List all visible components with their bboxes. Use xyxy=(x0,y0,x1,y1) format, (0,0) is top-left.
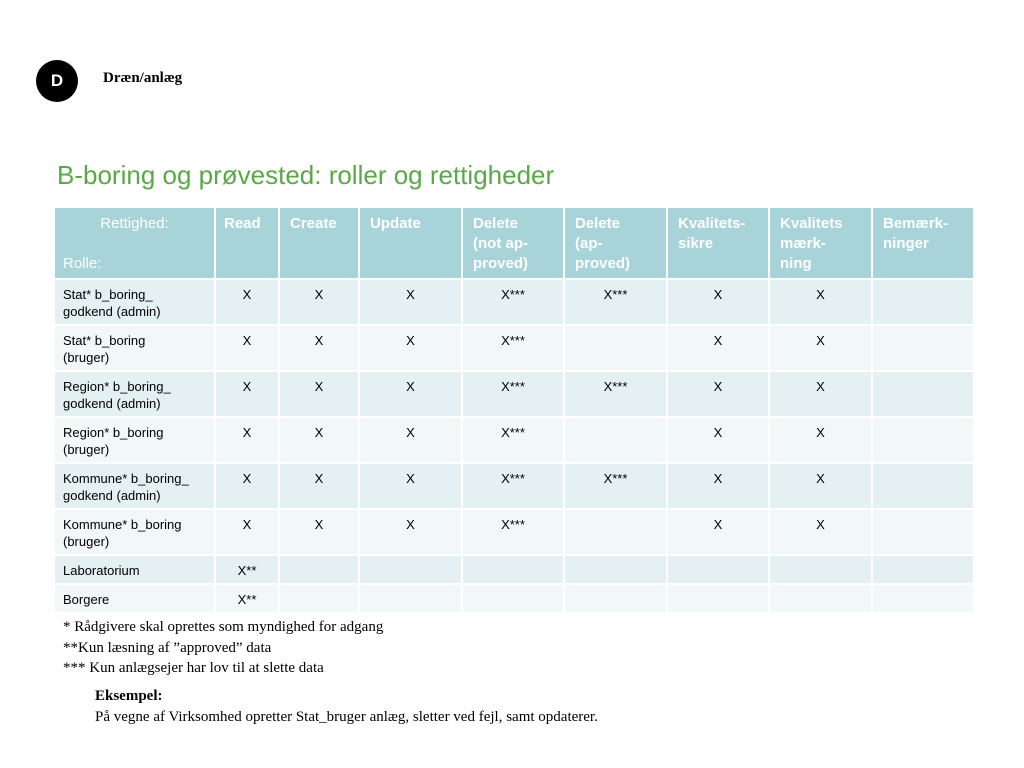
role-cell: Region* b_boring (bruger) xyxy=(54,417,215,463)
header-kvalitetssikre xyxy=(667,207,769,279)
permission-cell xyxy=(359,555,462,584)
permission-cell: X xyxy=(769,509,872,555)
permission-cell xyxy=(564,325,667,371)
permission-cell: X*** xyxy=(462,463,564,509)
example-label: Eksempel: xyxy=(95,688,163,704)
footnote: * Rådgivere skal oprettes som myndighed for adgang xyxy=(63,619,384,635)
rights-table xyxy=(53,206,975,614)
table-row xyxy=(54,584,974,613)
permission-cell: X xyxy=(667,463,769,509)
example-block xyxy=(95,686,598,727)
header-rettighed: Rettighed: xyxy=(100,215,169,232)
permission-cell: X xyxy=(769,279,872,325)
permission-cell xyxy=(462,584,564,613)
table-row xyxy=(54,325,974,371)
footnote: *** Kun anlægsejer har lov til at slette data xyxy=(63,660,324,676)
header-delete-approved xyxy=(564,207,667,279)
permission-cell xyxy=(462,555,564,584)
permission-cell: X xyxy=(279,417,359,463)
permission-cell xyxy=(769,584,872,613)
table-row xyxy=(54,509,974,555)
permission-cell: X xyxy=(279,279,359,325)
role-cell: Region* b_boring_ godkend (admin) xyxy=(54,371,215,417)
role-cell: Kommune* b_boring_ godkend (admin) xyxy=(54,463,215,509)
permission-cell: X xyxy=(215,463,279,509)
table-row xyxy=(54,555,974,584)
permission-cell: X xyxy=(215,509,279,555)
header-delete-not-approved xyxy=(462,207,564,279)
permission-cell xyxy=(872,463,974,509)
column-header: Read xyxy=(224,215,261,232)
permission-cell: X xyxy=(359,509,462,555)
permission-cell xyxy=(872,279,974,325)
permission-cell: X*** xyxy=(564,371,667,417)
permission-cell xyxy=(872,417,974,463)
header-read xyxy=(215,207,279,279)
column-header: Delete (ap- proved) xyxy=(575,215,631,272)
header-kvalitetsmaerkning xyxy=(769,207,872,279)
footnotes xyxy=(63,617,383,679)
permission-cell: X xyxy=(769,417,872,463)
example-text: På vegne af Virksomhed opretter Stat_bruger anlæg, sletter ved fejl, samt opdaterer. xyxy=(95,708,598,725)
footnote: **Kun læsning af ”approved” data xyxy=(63,639,272,656)
permission-cell: X xyxy=(359,371,462,417)
permission-cell: X xyxy=(215,279,279,325)
permission-cell xyxy=(667,584,769,613)
permission-cell: X*** xyxy=(564,279,667,325)
table-row xyxy=(54,279,974,325)
permission-cell: X xyxy=(279,509,359,555)
permission-cell: X xyxy=(359,417,462,463)
permission-cell xyxy=(667,555,769,584)
permission-cell xyxy=(872,371,974,417)
column-header: Bemærk- ninger xyxy=(883,215,949,252)
page-title: B-boring og prøvested: roller og rettigheder xyxy=(57,160,555,190)
column-header: Kvalitets- sikre xyxy=(678,215,746,252)
column-header: Delete (not ap- proved) xyxy=(473,215,529,272)
permission-cell: X** xyxy=(215,555,279,584)
permission-cell xyxy=(872,584,974,613)
permission-cell xyxy=(359,584,462,613)
permission-cell xyxy=(564,417,667,463)
column-header: Update xyxy=(370,215,421,232)
permission-cell: X xyxy=(769,325,872,371)
permission-cell: X*** xyxy=(462,325,564,371)
permission-cell xyxy=(279,555,359,584)
permission-cell: X xyxy=(667,371,769,417)
table-row xyxy=(54,417,974,463)
role-cell: Stat* b_boring (bruger) xyxy=(54,325,215,371)
permission-cell: X xyxy=(667,279,769,325)
table-header-row xyxy=(54,207,974,279)
permission-cell: X xyxy=(279,371,359,417)
role-cell: Stat* b_boring_ godkend (admin) xyxy=(54,279,215,325)
permission-cell: X xyxy=(215,417,279,463)
permission-cell: X xyxy=(215,325,279,371)
permission-cell xyxy=(564,584,667,613)
permission-cell: X xyxy=(279,463,359,509)
header-rolle: Rolle: xyxy=(63,255,102,272)
permission-cell xyxy=(564,509,667,555)
permission-cell: X xyxy=(667,509,769,555)
permission-cell: X xyxy=(359,279,462,325)
table-row xyxy=(54,371,974,417)
permission-cell: X xyxy=(667,417,769,463)
section-badge xyxy=(36,60,78,102)
role-cell: Laboratorium xyxy=(54,555,215,584)
permission-cell: X*** xyxy=(462,509,564,555)
role-cell: Borgere xyxy=(54,584,215,613)
permission-cell: X*** xyxy=(462,371,564,417)
permission-cell xyxy=(564,555,667,584)
header-rettighed-rolle xyxy=(54,207,215,279)
permission-cell xyxy=(279,584,359,613)
column-header: Create xyxy=(290,215,337,232)
header-update xyxy=(359,207,462,279)
permission-cell: X xyxy=(769,371,872,417)
section-badge-letter: D xyxy=(50,71,64,90)
permission-cell: X xyxy=(667,325,769,371)
permission-cell: X xyxy=(359,463,462,509)
permission-cell xyxy=(872,555,974,584)
permission-cell: X** xyxy=(215,584,279,613)
column-header: Kvalitets mærk- ning xyxy=(780,215,843,272)
rights-table-body xyxy=(54,279,974,613)
permission-cell: X xyxy=(279,325,359,371)
permission-cell xyxy=(872,509,974,555)
permission-cell: X*** xyxy=(462,417,564,463)
permission-cell: X*** xyxy=(462,279,564,325)
permission-cell: X*** xyxy=(564,463,667,509)
permission-cell: X xyxy=(359,325,462,371)
permission-cell: X xyxy=(769,463,872,509)
section-label: Dræn/anlæg xyxy=(103,70,183,86)
table-row xyxy=(54,463,974,509)
role-cell: Kommune* b_boring (bruger) xyxy=(54,509,215,555)
header-bemaerkninger xyxy=(872,207,974,279)
header-create xyxy=(279,207,359,279)
permission-cell xyxy=(769,555,872,584)
permission-cell xyxy=(872,325,974,371)
permission-cell: X xyxy=(215,371,279,417)
